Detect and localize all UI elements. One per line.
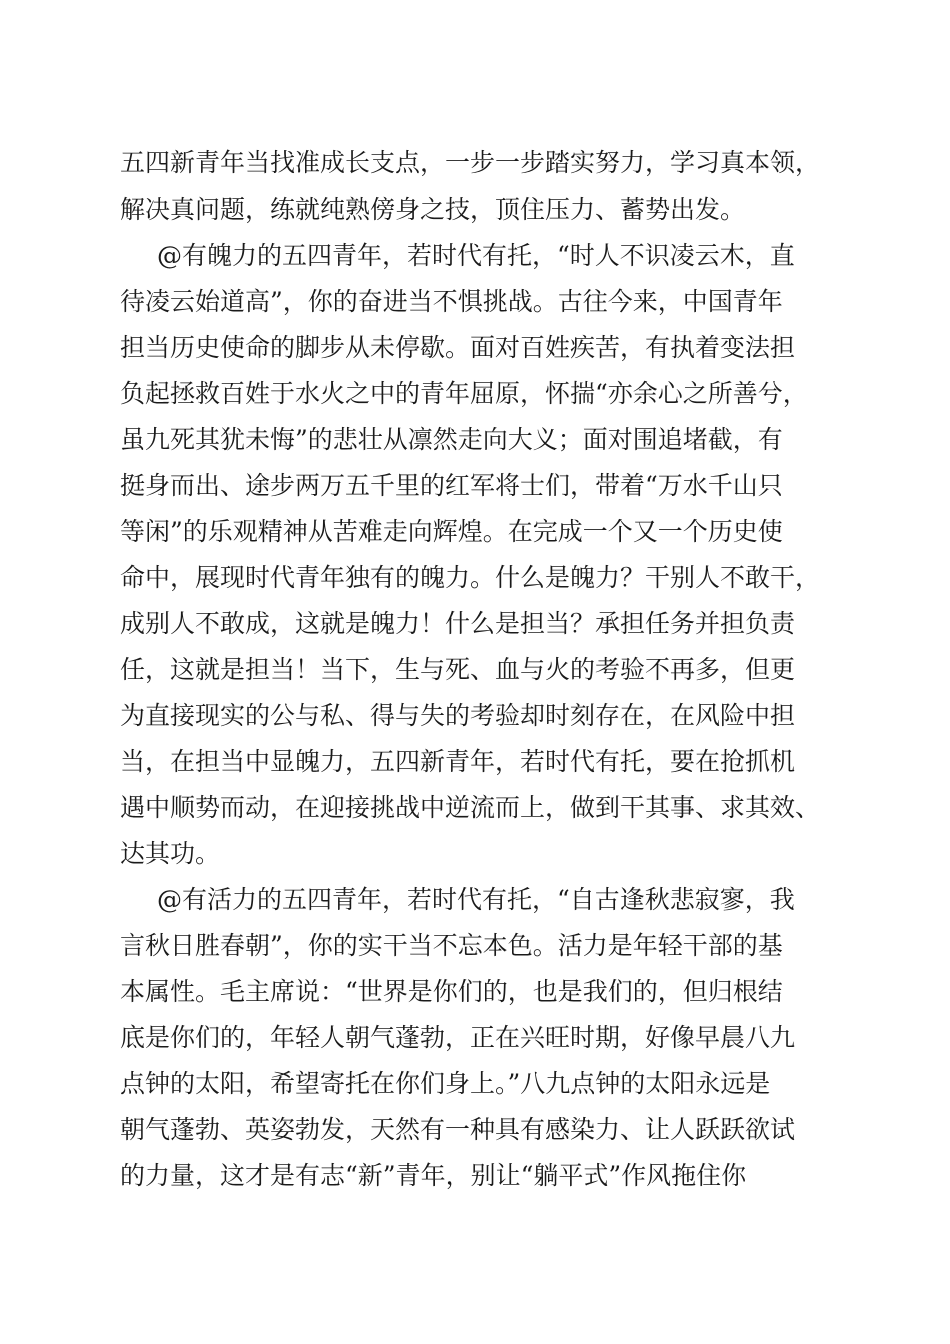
text-line: 解决真问题，练就纯熟傍身之技，顶住压力、蓄势出发。 bbox=[120, 195, 746, 224]
text-line: 的力量，这才是有志“新”青年，别让“躺平式”作风拖住你 bbox=[120, 1161, 747, 1190]
text-line: 虽九死其犹未悔”的悲壮从凛然走向大义；面对围追堵截，有 bbox=[120, 425, 783, 454]
text-line: 言秋日胜春朝”，你的实干当不忘本色。活力是年轻干部的基 bbox=[120, 931, 783, 960]
text-line: 遇中顺势而动，在迎接挑战中逆流而上，做到干其事、求其效、 bbox=[120, 793, 821, 822]
text-line: 担当历史使命的脚步从未停歇。面对百姓疾苦，有执着变法担 bbox=[120, 333, 796, 362]
text-line: 等闲”的乐观精神从苦难走向辉煌。在完成一个又一个历史使 bbox=[120, 517, 783, 546]
text-line: 为直接现实的公与私、得与失的考验却时刻存在，在风险中担 bbox=[120, 701, 796, 730]
text-line: 负起拯救百姓于水火之中的青年屈原，怀揣“亦余心之所善兮， bbox=[120, 379, 808, 408]
text-line: 朝气蓬勃、英姿勃发，天然有一种具有感染力、让人跃跃欲试 bbox=[120, 1115, 796, 1144]
text-line: 五四新青年当找准成长支点，一步一步踏实努力，学习真本领， bbox=[120, 148, 821, 177]
text-line: 当，在担当中显魄力，五四新青年，若时代有托，要在抢抓机 bbox=[120, 747, 796, 776]
text-line: @有魄力的五四青年，若时代有托，“时人不识凌云木，直 bbox=[157, 241, 795, 270]
text-line: 达其功。 bbox=[120, 839, 221, 868]
text-line: @有活力的五四青年，若时代有托，“自古逢秋悲寂寥，我 bbox=[157, 885, 795, 914]
text-line: 本属性。毛主席说：“世界是你们的，也是我们的，但归根结 bbox=[120, 977, 783, 1006]
text-line: 待凌云始道高”，你的奋进当不惧挑战。古往今来，中国青年 bbox=[120, 287, 783, 316]
text-line: 点钟的太阳，希望寄托在你们身上。”八九点钟的太阳永远是 bbox=[120, 1069, 771, 1098]
text-line: 成别人不敢成，这就是魄力！什么是担当？承担任务并担负责 bbox=[120, 609, 796, 638]
text-line: 任，这就是担当！当下，生与死、血与火的考验不再多，但更 bbox=[120, 655, 796, 684]
text-line: 命中，展现时代青年独有的魄力。什么是魄力？干别人不敢干， bbox=[120, 563, 821, 592]
text-line: 底是你们的，年轻人朝气蓬勃，正在兴旺时期，好像早晨八九 bbox=[120, 1023, 796, 1052]
text-line: 挺身而出、途步两万五千里的红军将士们，带着“万水千山只 bbox=[120, 471, 783, 500]
